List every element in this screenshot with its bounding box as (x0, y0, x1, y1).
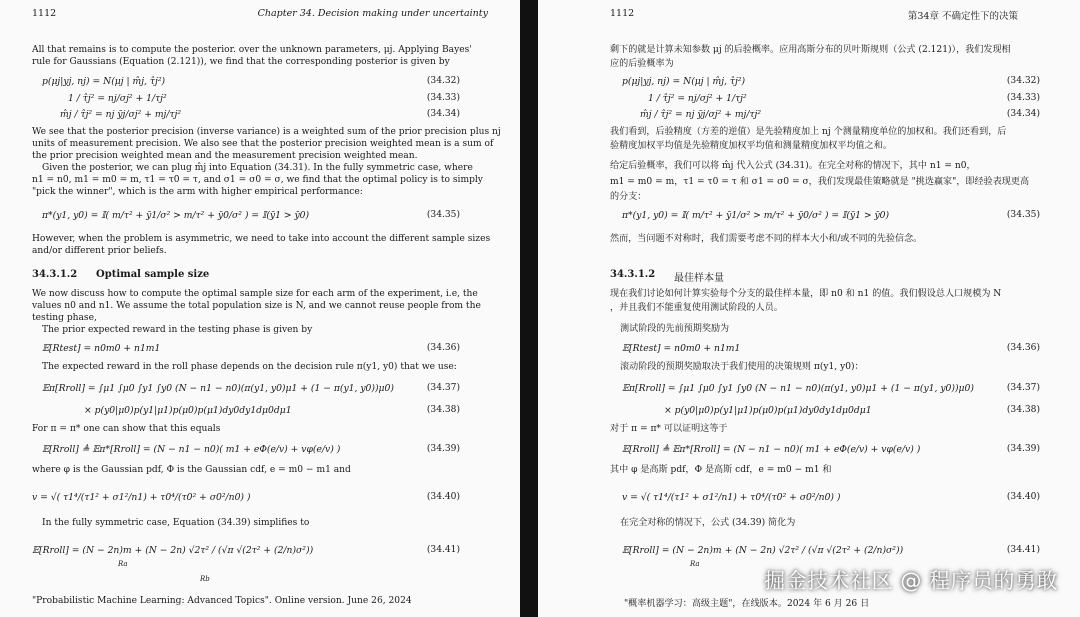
equation-34-41: 𝔼[Rroll] = (N − 2n)m + (N − 2n) √2τ² / (√π √(2τ² + (2/n)σ²)) (32, 545, 314, 556)
section-number: 34.3.1.2 (32, 269, 78, 280)
equation-34-37: 𝔼π[Rroll] = ∫μ1 ∫μ0 ∫y1 ∫y0 (N − n1 − n0)(π(y1, y0)μ1 + (1 − π(y1, y0))μ0) (622, 383, 974, 394)
paragraph-line: where φ is the Gaussian pdf, Φ is the Gaussian cdf, e = m0 − m1 and (32, 465, 351, 475)
paragraph-line: ，并且我们不能重复使用测试阶段的人员。 (610, 303, 783, 313)
equation-number: (34.34) (1006, 109, 1040, 119)
equation-34-39: 𝔼[Rroll] ≜ 𝔼π*[Rroll] = (N − n1 − n0)( m1 + eΦ(e/v) + vφ(e/v) ) (42, 444, 341, 455)
paragraph-line: 在完全对称的情况下，公式 (34.39) 简化为 (620, 518, 796, 528)
paragraph-line: 我们看到，后验精度（方差的逆值）是先验精度加上 nj 个测量精度单位的加权和。我们还看到，后 (610, 127, 1007, 137)
paragraph-line: the prior precision weighted mean and the measurement precision weighted mean. (32, 151, 418, 161)
equation-34-36: 𝔼[Rtest] = n0m0 + n1m1 (622, 343, 741, 354)
paragraph-line: However, when the problem is asymmetric, we need to take into account the different sample sizes (32, 234, 491, 244)
equation-number: (34.34) (426, 109, 460, 119)
paragraph-line: 剩下的就是计算未知参数 μj 的后验概率。应用高斯分布的贝叶斯规则（公式 (2.121)），我们发现相 (610, 45, 1011, 55)
paragraph-line: 验精度加权平均值是先验精度加权平均值和测量精度加权平均值之和。 (610, 141, 892, 151)
equation-number: (34.38) (1006, 405, 1040, 415)
page-footer: "Probabilistic Machine Learning: Advanced Topics". Online version. June 26, 2024 (32, 596, 412, 606)
equation-34-35: π*(y1, y0) = 𝕀( m/τ² + ȳ1/σ² > m/τ² + ȳ0/σ² ) = 𝕀(ȳ1 > ȳ0) (622, 210, 890, 221)
paragraph-line: units of measurement precision. We also see that the posterior precision weighted mean is a sum of (32, 139, 494, 149)
paragraph-line: n1 = n0, m1 = m0 = m, τ1 = τ0 = τ, and σ1 = σ0 = σ, we find that the optimal policy is to simply (32, 175, 483, 185)
page-number: 1112 (32, 8, 57, 19)
section-number: 34.3.1.2 (610, 269, 656, 280)
underbrace-label-rb: Rb (200, 575, 210, 583)
chapter-header: Chapter 34. Decision making under uncertainty (257, 8, 488, 19)
equation-34-37: 𝔼π[Rroll] = ∫μ1 ∫μ0 ∫y1 ∫y0 (N − n1 − n0)(π(y1, y0)μ1 + (1 − π(y1, y0))μ0) (42, 383, 394, 394)
equation-number: (34.37) (426, 383, 460, 393)
equation-number: (34.32) (1006, 76, 1040, 86)
equation-number: (34.37) (1006, 383, 1040, 393)
right-page (538, 0, 1080, 617)
paragraph-line: testing phase, (32, 313, 97, 323)
paragraph-line: 对于 π = π* 可以证明这等于 (610, 424, 728, 434)
equation-34-36: 𝔼[Rtest] = n0m0 + n1m1 (42, 343, 161, 354)
paragraph-line: Given the posterior, we can plug m̂j into Equation (34.31). In the fully symmetric case, where (42, 163, 473, 173)
equation-34-38: × p(y0|μ0)p(y1|μ1)p(μ0)p(μ1)dy0dy1dμ0dμ1 (84, 405, 292, 416)
watermark: 掘金技术社区 @ 程序员的勇敢 (764, 569, 1058, 593)
equation-34-33: 1 / τ̂j² = nj/σj² + 1/τj² (68, 93, 167, 104)
equation-34-33: 1 / τ̂j² = nj/σj² + 1/τj² (648, 93, 747, 104)
paragraph-line: 然而，当问题不对称时，我们需要考虑不同的样本大小和/或不同的先验信念。 (610, 234, 923, 244)
equation-34-40: v = √( τ1⁴/(τ1² + σ1²/n1) + τ0⁴/(τ0² + σ0²/n0) ) (622, 492, 841, 503)
paragraph-line: In the fully symmetric case, Equation (34.39) simplifies to (42, 518, 310, 528)
equation-34-40: v = √( τ1⁴/(τ1² + σ1²/n1) + τ0⁴/(τ0² + σ0²/n0) ) (32, 492, 251, 503)
paragraph-line: rule for Gaussians (Equation (2.121)), we find that the corresponding posterior is given by (32, 57, 450, 67)
section-title: 最佳样本量 (674, 273, 724, 284)
paragraph-line: We see that the posterior precision (inverse variance) is a weighted sum of the prior precision plus nj (32, 127, 501, 137)
chapter-header: 第34章 不确定性下的决策 (907, 11, 1018, 22)
paragraph-line: 其中 φ 是高斯 pdf，Φ 是高斯 cdf，e = m0 − m1 和 (610, 465, 832, 475)
equation-34-34: m̂j / τ̂j² = nj ȳj/σj² + mj/τj² (60, 109, 182, 120)
section-title: Optimal sample size (96, 269, 210, 280)
equation-34-32: p(μj|yj, nj) = N(μj | m̂j, τ̂j²) (42, 76, 166, 87)
paragraph-line: We now discuss how to compute the optimal sample size for each arm of the experiment, i.e, the (32, 289, 478, 299)
equation-number: (34.38) (426, 405, 460, 415)
paragraph-line: 测试阶段的先前预期奖励为 (620, 324, 730, 334)
equation-34-39: 𝔼[Rroll] ≜ 𝔼π*[Rroll] = (N − n1 − n0)( m1 + eΦ(e/v) + vφ(e/v) ) (622, 444, 921, 455)
equation-34-34: m̂j / τ̂j² = nj ȳj/σj² + mj/τj² (640, 109, 762, 120)
page-gutter (520, 0, 538, 617)
paragraph-line: 的分支： (610, 192, 647, 202)
left-page (0, 0, 520, 617)
equation-number: (34.32) (426, 76, 460, 86)
equation-34-41: 𝔼[Rroll] = (N − 2n)m + (N − 2n) √2τ² / (√π √(2τ² + (2/n)σ²)) (622, 545, 904, 556)
equation-34-32: p(μj|yj, nj) = N(μj | m̂j, τ̂j²) (622, 76, 746, 87)
equation-number: (34.41) (1006, 545, 1040, 555)
equation-number: (34.40) (1006, 492, 1040, 502)
equation-number: (34.40) (426, 492, 460, 502)
paragraph-line: m1 = m0 = m，τ1 = τ0 = τ 和 σ1 = σ0 = σ，我们发现最佳策略就是 "挑选赢家"，即经验表现更高 (610, 177, 1030, 187)
equation-number: (34.41) (426, 545, 460, 555)
equation-34-35: π*(y1, y0) = 𝕀( m/τ² + ȳ1/σ² > m/τ² + ȳ0/σ² ) = 𝕀(ȳ1 > ȳ0) (42, 210, 310, 221)
equation-number: (34.35) (1006, 210, 1040, 220)
equation-number: (34.39) (426, 444, 460, 454)
paragraph-line: 滚动阶段的预期奖励取决于我们使用的决策规则 π(y1, y0)： (620, 362, 864, 372)
paragraph-line: All that remains is to compute the posterior. over the unknown parameters, μj. Applying Bayes' (32, 45, 472, 55)
paragraph-line: For π = π* one can show that this equals (32, 424, 221, 434)
underbrace-label-ra: Ra (118, 560, 128, 568)
equation-number: (34.36) (426, 343, 460, 353)
paragraph-line: 应的后验概率为 (610, 59, 674, 69)
paragraph-line: and/or different prior beliefs. (32, 246, 167, 256)
equation-number: (34.33) (426, 93, 460, 103)
underbrace-label-ra: Ra (690, 560, 700, 568)
paragraph-line: The prior expected reward in the testing phase is given by (42, 325, 313, 335)
equation-34-38: × p(y0|μ0)p(y1|μ1)p(μ0)p(μ1)dy0dy1dμ0dμ1 (664, 405, 872, 416)
equation-number: (34.39) (1006, 444, 1040, 454)
paragraph-line: "pick the winner", which is the arm with higher empirical performance: (32, 187, 363, 197)
equation-number: (34.33) (1006, 93, 1040, 103)
paragraph-line: 给定后验概率，我们可以将 m̂j 代入公式 (34.31)。在完全对称的情况下，其中 n1 = n0， (610, 161, 976, 171)
equation-number: (34.36) (1006, 343, 1040, 353)
page-number: 1112 (610, 8, 635, 19)
paragraph-line: The expected reward in the roll phase depends on the decision rule π(y1, y0) that we use: (42, 362, 457, 372)
page-footer: "概率机器学习：高级主题"，在线版本。2024 年 6 月 26 日 (624, 599, 870, 609)
equation-number: (34.35) (426, 210, 460, 220)
paragraph-line: 现在我们讨论如何计算实验每个分支的最佳样本量，即 n0 和 n1 的值。我们假设总人口规模为 N (610, 289, 1002, 299)
paragraph-line: values n0 and n1. We assume the total population size is N, and we cannot reuse people from the (32, 301, 481, 311)
